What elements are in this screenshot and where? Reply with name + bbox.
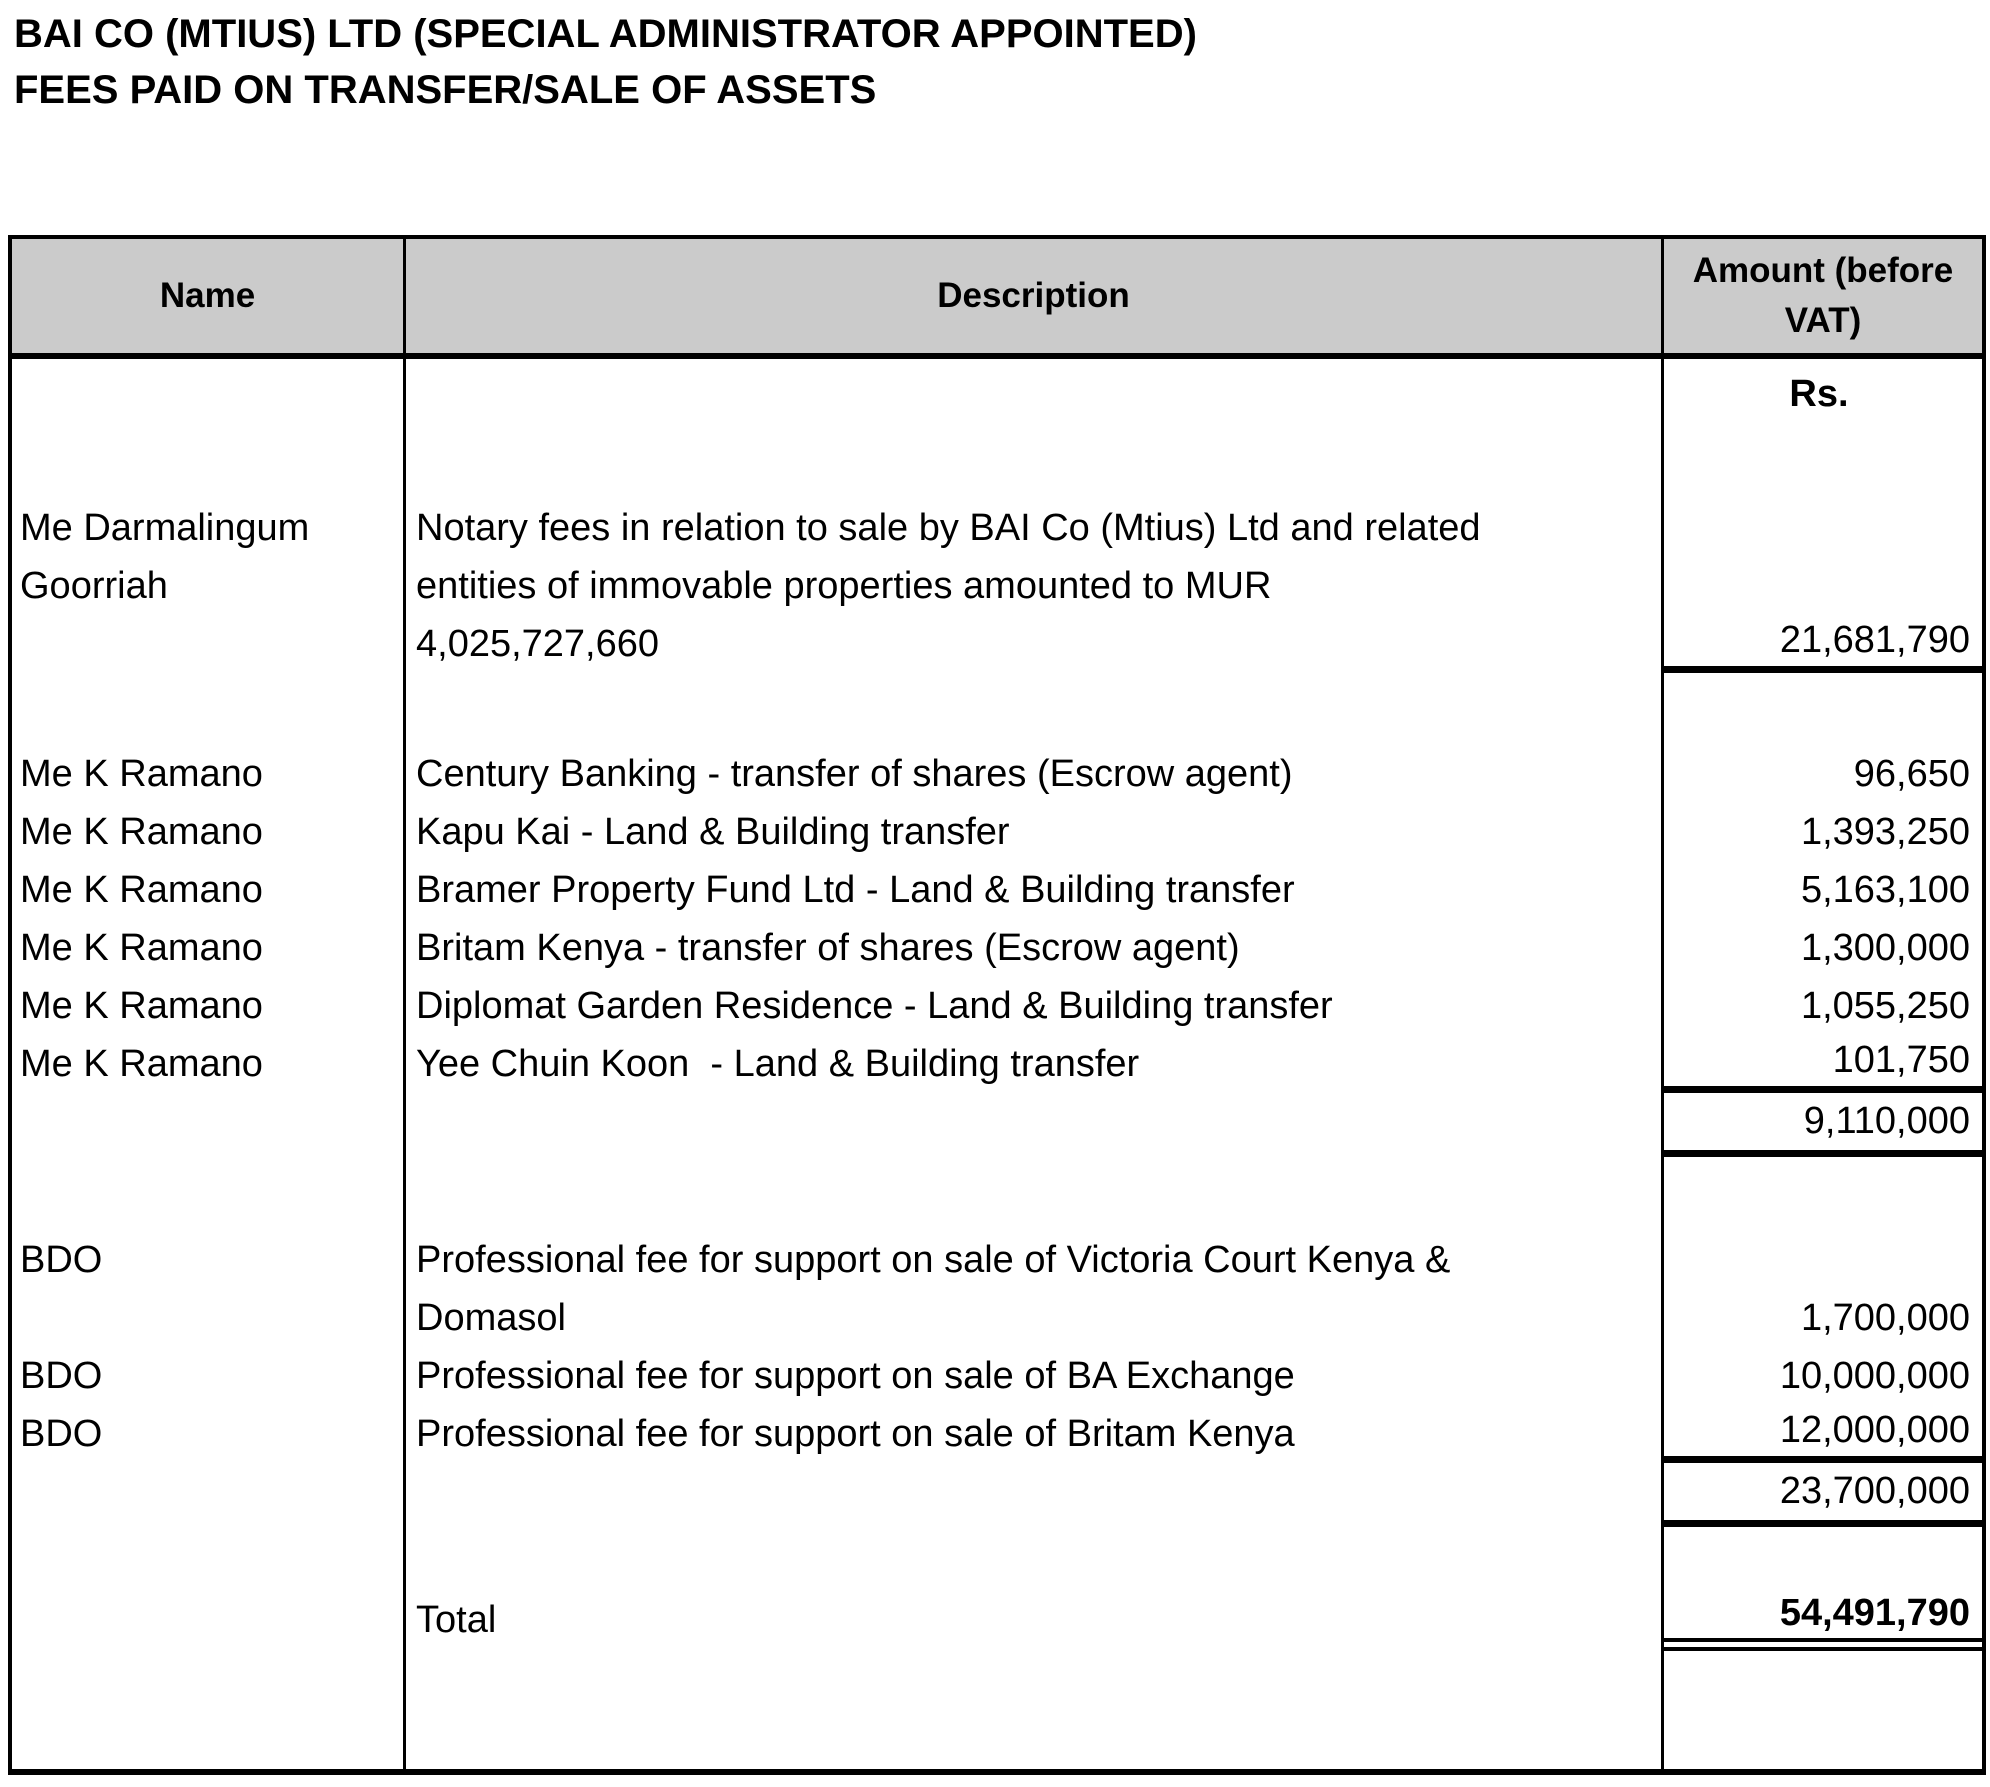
description-cell <box>403 359 1664 429</box>
fees-table <box>8 235 1986 1775</box>
description-cell: Professional fee for support on sale of Britam Kenya <box>403 1405 1664 1463</box>
description-cell: Bramer Property Fund Ltd - Land & Building transfer <box>403 861 1664 919</box>
name-cell <box>12 1463 403 1527</box>
document-title <box>0 0 1990 118</box>
table-row <box>12 861 1982 919</box>
name-cell: Me K Ramano <box>20 868 263 911</box>
name-cell <box>12 1589 403 1651</box>
amount-cell: 5,163,100 <box>1800 868 1970 911</box>
subtotal-amount: 23,700,000 <box>1664 1463 1982 1527</box>
amount-cell: 1,700,000 <box>1800 1296 1970 1339</box>
table-row <box>12 615 1982 673</box>
name-cell: BDO <box>20 1238 103 1281</box>
table-row <box>12 1347 1982 1405</box>
amount-cell <box>1664 429 1982 499</box>
description-cell <box>403 1157 1664 1231</box>
table-header-row <box>12 239 1982 359</box>
description-cell <box>403 1093 1664 1157</box>
description-cell: Britam Kenya - transfer of shares (Escrow agent) <box>403 919 1664 977</box>
name-cell <box>12 429 403 499</box>
spacer-row <box>12 1157 1982 1231</box>
table-row <box>12 745 1982 803</box>
column-header-description: Description <box>403 239 1664 353</box>
spacer-row <box>12 1527 1982 1589</box>
name-cell <box>12 1093 403 1157</box>
name-cell: Me K Ramano <box>20 926 263 969</box>
title-line-2: FEES PAID ON TRANSFER/SALE OF ASSETS <box>14 68 877 112</box>
description-cell <box>403 1651 1664 1769</box>
amount-cell: 1,300,000 <box>1800 926 1970 969</box>
amount-cell <box>1664 1651 1982 1769</box>
description-cell <box>403 429 1664 499</box>
name-cell: Me K Ramano <box>20 810 263 853</box>
amount-cell: 1,393,250 <box>1800 810 1970 853</box>
name-cell: Goorriah <box>20 564 168 607</box>
column-header-amount: Amount (before VAT) <box>1692 251 1954 340</box>
name-cell <box>12 615 403 673</box>
spacer-row <box>12 429 1982 499</box>
amount-cell <box>1664 1231 1982 1289</box>
name-cell: Me Darmalingum <box>20 506 310 549</box>
name-cell: BDO <box>20 1412 103 1455</box>
amount-cell: 101,750 <box>1664 1035 1982 1093</box>
subtotal-row <box>12 1093 1982 1157</box>
currency-label: Rs. <box>1789 372 1849 415</box>
name-cell: Me K Ramano <box>20 752 263 795</box>
amount-cell <box>1664 557 1982 615</box>
description-cell <box>403 673 1664 745</box>
name-cell: Me K Ramano <box>20 984 263 1027</box>
description-cell: Domasol <box>403 1289 1664 1347</box>
table-row <box>12 1289 1982 1347</box>
amount-cell: 96,650 <box>1853 752 1970 795</box>
description-cell: Kapu Kai - Land & Building transfer <box>403 803 1664 861</box>
description-cell: Notary fees in relation to sale by BAI Co (Mtius) Ltd and related <box>403 499 1664 557</box>
subtotal-amount: 9,110,000 <box>1664 1093 1982 1157</box>
amount-cell: 1,055,250 <box>1800 984 1970 1027</box>
name-cell <box>12 1527 403 1589</box>
name-cell <box>12 1651 403 1769</box>
description-cell: entities of immovable properties amounted to MUR <box>403 557 1664 615</box>
subtotal-row <box>12 1463 1982 1527</box>
table-row <box>12 919 1982 977</box>
amount-cell: 10,000,000 <box>1779 1354 1970 1397</box>
name-cell <box>12 1289 403 1347</box>
currency-row <box>12 359 1982 429</box>
description-cell: Century Banking - transfer of shares (Escrow agent) <box>403 745 1664 803</box>
amount-cell <box>1664 673 1982 745</box>
table-row <box>12 1035 1982 1093</box>
table-row <box>12 803 1982 861</box>
spacer-row <box>12 673 1982 745</box>
description-cell: Professional fee for support on sale of BA Exchange <box>403 1347 1664 1405</box>
table-row <box>12 557 1982 615</box>
description-cell: Professional fee for support on sale of Victoria Court Kenya & <box>403 1231 1664 1289</box>
description-cell <box>403 1527 1664 1589</box>
amount-cell: 12,000,000 <box>1664 1405 1982 1463</box>
description-cell: Diplomat Garden Residence - Land & Building transfer <box>403 977 1664 1035</box>
total-row <box>12 1589 1982 1651</box>
column-header-name: Name <box>159 276 256 315</box>
table-row <box>12 977 1982 1035</box>
description-cell: 4,025,727,660 <box>403 615 1664 673</box>
name-cell: BDO <box>20 1354 103 1397</box>
name-cell <box>12 1157 403 1231</box>
total-amount: 54,491,790 <box>1664 1589 1982 1651</box>
amount-cell <box>1664 1157 1982 1231</box>
table-row <box>12 1231 1982 1289</box>
table-row <box>12 1405 1982 1463</box>
name-cell <box>12 359 403 429</box>
title-line-1: BAI CO (MTIUS) LTD (SPECIAL ADMINISTRATOR APPOINTED) <box>14 12 1197 56</box>
name-cell <box>12 673 403 745</box>
total-label: Total <box>403 1589 1664 1651</box>
description-cell: Yee Chuin Koon - Land & Building transfer <box>403 1035 1664 1093</box>
amount-cell <box>1664 1527 1982 1589</box>
amount-cell: 21,681,790 <box>1664 615 1982 673</box>
description-cell <box>403 1463 1664 1527</box>
spacer-row <box>12 1651 1982 1769</box>
name-cell: Me K Ramano <box>20 1042 263 1085</box>
amount-cell <box>1664 499 1982 557</box>
table-row <box>12 499 1982 557</box>
